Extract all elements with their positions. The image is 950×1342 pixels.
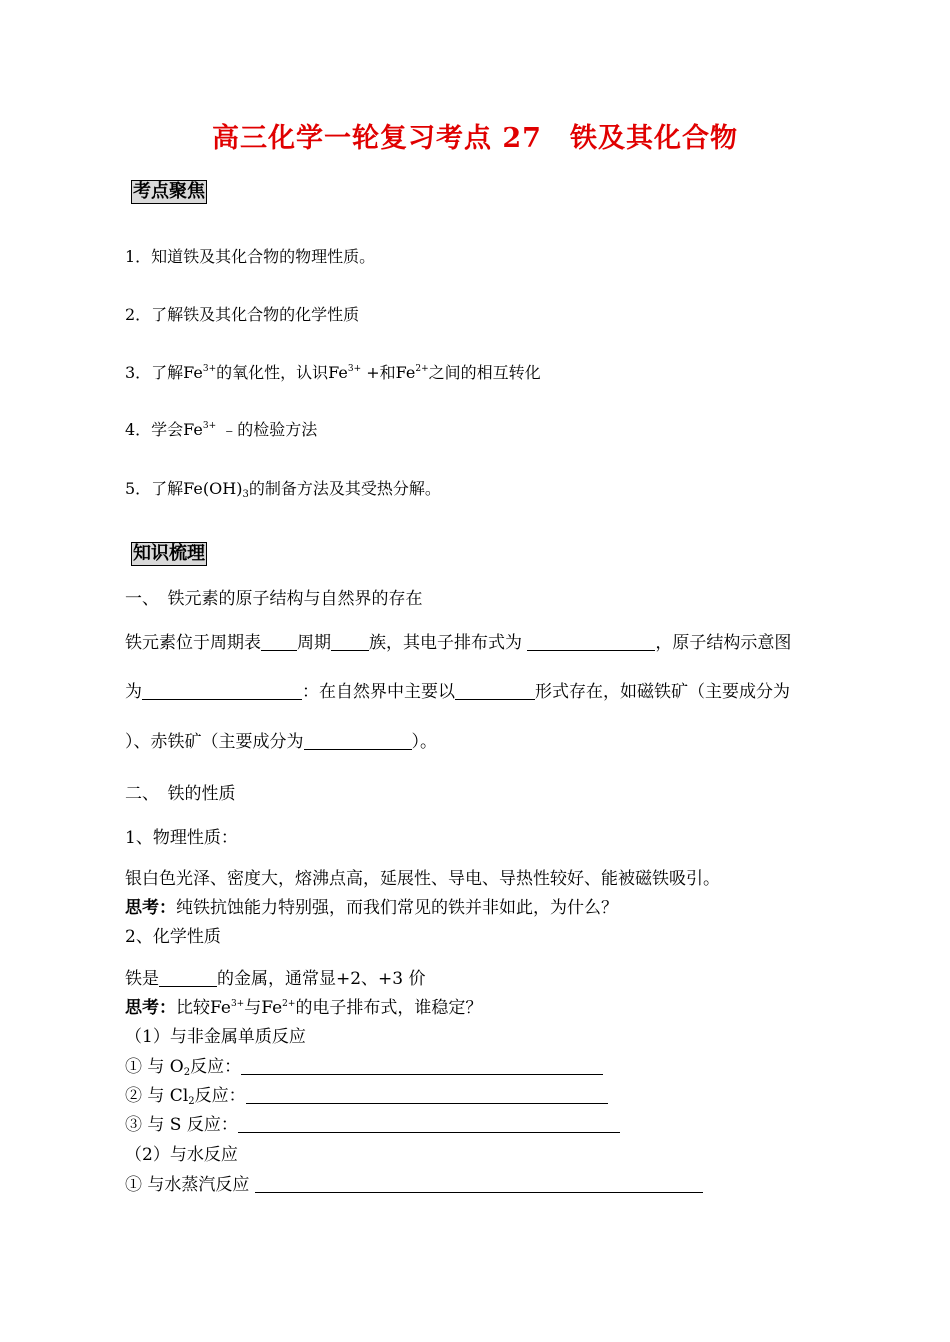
- reaction-steam: ① 与水蒸汽反应: [125, 1174, 703, 1196]
- section-label-knowledge: 知识梳理: [133, 543, 205, 564]
- iron-metal-line: 铁是 的金属，通常显+2、+3 价: [125, 969, 426, 989]
- chemical-properties-heading: 2、化学性质: [125, 927, 221, 947]
- think-question-1: 思考：纯铁抗蚀能力特别强，而我们常见的铁并非如此，为什么？: [125, 898, 618, 918]
- reaction-cl2: ② 与 $Cl_2$反应：: [125, 1085, 608, 1107]
- section-label-focus: 考点聚焦: [133, 181, 205, 202]
- blank-existence-form[interactable]: [455, 681, 535, 700]
- document-title: 高三化学一轮复习考点 27 铁及其化合物: [212, 123, 738, 154]
- blank-s-reaction[interactable]: [238, 1114, 620, 1133]
- blank-cl2-reaction[interactable]: [246, 1085, 608, 1104]
- think-question-2: 思考：比较$Fe^{3+}$与$Fe^{2+}$的电子排布式，谁稳定？: [125, 998, 483, 1018]
- objective-2: 2．了解铁及其化合物的化学性质: [125, 305, 360, 324]
- reaction-s: ③ 与 S 反应：: [125, 1114, 620, 1136]
- objective-3: 3．了解$Fe^{3+}$的氧化性，认识$Fe^{3+}$ +和$Fe^{2+}$之间的相互转化: [125, 363, 541, 382]
- physical-properties-heading: 1、物理性质：: [125, 828, 238, 848]
- reaction-o2: ① 与 $O_2$反应：: [125, 1056, 603, 1078]
- physical-properties-text: 银白色光泽、密度大，熔沸点高，延展性、导电、导热性较好、能被磁铁吸引。: [125, 869, 720, 889]
- objective-4: 4．学会$Fe^{3+}$ ﹣的检验方法: [125, 420, 318, 439]
- blank-hematite[interactable]: [304, 731, 412, 750]
- blank-o2-reaction[interactable]: [241, 1056, 603, 1075]
- blank-metal-type[interactable]: [159, 968, 217, 987]
- part1-line2: 为 ：在自然界中主要以 形式存在，如磁铁矿（主要成分为: [125, 682, 790, 702]
- blank-period[interactable]: [261, 632, 297, 651]
- part1-line1: 铁元素位于周期表 周期 族，其电子排布式为 ，原子结构示意图: [125, 633, 792, 653]
- objective-5: 5．了解$Fe(OH)_3$的制备方法及其受热分解。: [125, 479, 441, 500]
- part1-line3: ）、赤铁矿（主要成分为 ）。: [125, 732, 437, 752]
- blank-group[interactable]: [331, 632, 369, 651]
- subsection-water: （2）与水反应: [125, 1145, 238, 1165]
- part1-heading: 一、 铁元素的原子结构与自然界的存在: [125, 589, 423, 609]
- subsection-nonmetal: （1）与非金属单质反应: [125, 1027, 306, 1047]
- part2-heading: 二、 铁的性质: [125, 784, 236, 804]
- blank-electron-config[interactable]: [527, 632, 655, 651]
- blank-steam-reaction[interactable]: [255, 1174, 703, 1193]
- objective-1: 1．知道铁及其化合物的物理性质。: [125, 247, 376, 266]
- blank-structure-diagram[interactable]: [142, 681, 302, 700]
